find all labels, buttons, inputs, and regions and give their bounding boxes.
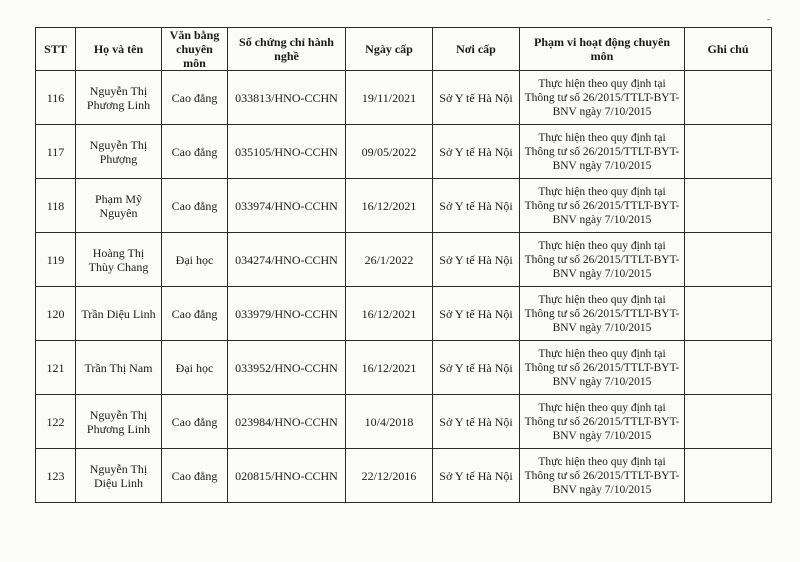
header-cert: Số chứng chỉ hành nghề [228,28,346,71]
cell-issuer: Sở Y tế Hà Nội [433,395,520,449]
cell-degree: Cao đẳng [162,71,228,125]
cell-issuer: Sở Y tế Hà Nội [433,233,520,287]
cell-cert: 020815/HNO-CCHN [228,449,346,503]
cell-name: Nguyễn Thị Diệu Linh [76,449,162,503]
cell-stt: 122 [36,395,76,449]
cell-issuer: Sở Y tế Hà Nội [433,179,520,233]
cell-degree: Cao đẳng [162,449,228,503]
cell-scope: Thực hiện theo quy định tại Thông tư số 26/2015/TTLT-BYT-BNV ngày 7/10/2015 [520,233,685,287]
cell-name: Nguyễn Thị Phượng [76,125,162,179]
cell-date: 10/4/2018 [346,395,433,449]
table-header [36,28,772,71]
header-note: Ghi chú [685,28,772,71]
table-body [36,71,772,503]
cell-cert: 035105/HNO-CCHN [228,125,346,179]
cell-note [685,395,772,449]
cell-stt: 116 [36,71,76,125]
cell-cert: 033974/HNO-CCHN [228,179,346,233]
header-row [36,28,772,71]
cell-date: 16/12/2021 [346,179,433,233]
header-scope: Phạm vi hoạt động chuyên môn [520,28,685,71]
cell-note [685,449,772,503]
table-row [36,71,772,125]
cell-degree: Cao đẳng [162,125,228,179]
cell-scope: Thực hiện theo quy định tại Thông tư số 26/2015/TTLT-BYT-BNV ngày 7/10/2015 [520,449,685,503]
cell-degree: Đại học [162,233,228,287]
table-row [36,287,772,341]
cell-cert: 034274/HNO-CCHN [228,233,346,287]
cell-degree: Cao đẳng [162,395,228,449]
cell-scope: Thực hiện theo quy định tại Thông tư số 26/2015/TTLT-BYT-BNV ngày 7/10/2015 [520,287,685,341]
cell-stt: 121 [36,341,76,395]
cell-cert: 033813/HNO-CCHN [228,71,346,125]
practitioner-table [35,27,772,503]
cell-scope: Thực hiện theo quy định tại Thông tư số 26/2015/TTLT-BYT-BNV ngày 7/10/2015 [520,71,685,125]
header-date: Ngày cấp [346,28,433,71]
cell-issuer: Sở Y tế Hà Nội [433,71,520,125]
cell-issuer: Sở Y tế Hà Nội [433,449,520,503]
cell-note [685,341,772,395]
table-row [36,341,772,395]
cell-stt: 118 [36,179,76,233]
table-row [36,233,772,287]
cell-date: 19/11/2021 [346,71,433,125]
cell-stt: 119 [36,233,76,287]
table-row [36,449,772,503]
header-name: Họ và tên [76,28,162,71]
cell-note [685,71,772,125]
cell-issuer: Sở Y tế Hà Nội [433,287,520,341]
cell-scope: Thực hiện theo quy định tại Thông tư số 26/2015/TTLT-BYT-BNV ngày 7/10/2015 [520,179,685,233]
cell-name: Nguyễn Thị Phương Linh [76,71,162,125]
cell-scope: Thực hiện theo quy định tại Thông tư số 26/2015/TTLT-BYT-BNV ngày 7/10/2015 [520,341,685,395]
cell-date: 09/05/2022 [346,125,433,179]
cell-name: Trần Thị Nam [76,341,162,395]
cell-date: 22/12/2016 [346,449,433,503]
cell-issuer: Sở Y tế Hà Nội [433,341,520,395]
cell-note [685,287,772,341]
cell-stt: 120 [36,287,76,341]
cell-note [685,125,772,179]
cell-degree: Cao đẳng [162,287,228,341]
cell-name: Nguyễn Thị Phương Linh [76,395,162,449]
cell-stt: 117 [36,125,76,179]
cell-name: Hoàng Thị Thùy Chang [76,233,162,287]
cell-name: Trần Diệu Linh [76,287,162,341]
cell-date: 16/12/2021 [346,287,433,341]
table-row [36,179,772,233]
cell-note [685,179,772,233]
cell-date: 26/1/2022 [346,233,433,287]
cell-cert: 023984/HNO-CCHN [228,395,346,449]
table-row [36,395,772,449]
cell-issuer: Sở Y tế Hà Nội [433,125,520,179]
cell-name: Phạm Mỹ Nguyên [76,179,162,233]
header-issuer: Nơi cấp [433,28,520,71]
table-row [36,125,772,179]
cell-scope: Thực hiện theo quy định tại Thông tư số 26/2015/TTLT-BYT-BNV ngày 7/10/2015 [520,125,685,179]
header-stt: STT [36,28,76,71]
cell-date: 16/12/2021 [346,341,433,395]
cell-cert: 033952/HNO-CCHN [228,341,346,395]
header-degree: Văn bằng chuyên môn [162,28,228,71]
cell-cert: 033979/HNO-CCHN [228,287,346,341]
cell-scope: Thực hiện theo quy định tại Thông tư số 26/2015/TTLT-BYT-BNV ngày 7/10/2015 [520,395,685,449]
cell-note [685,233,772,287]
corner-mark: - [767,14,770,24]
cell-degree: Đại học [162,341,228,395]
cell-stt: 123 [36,449,76,503]
cell-degree: Cao đẳng [162,179,228,233]
